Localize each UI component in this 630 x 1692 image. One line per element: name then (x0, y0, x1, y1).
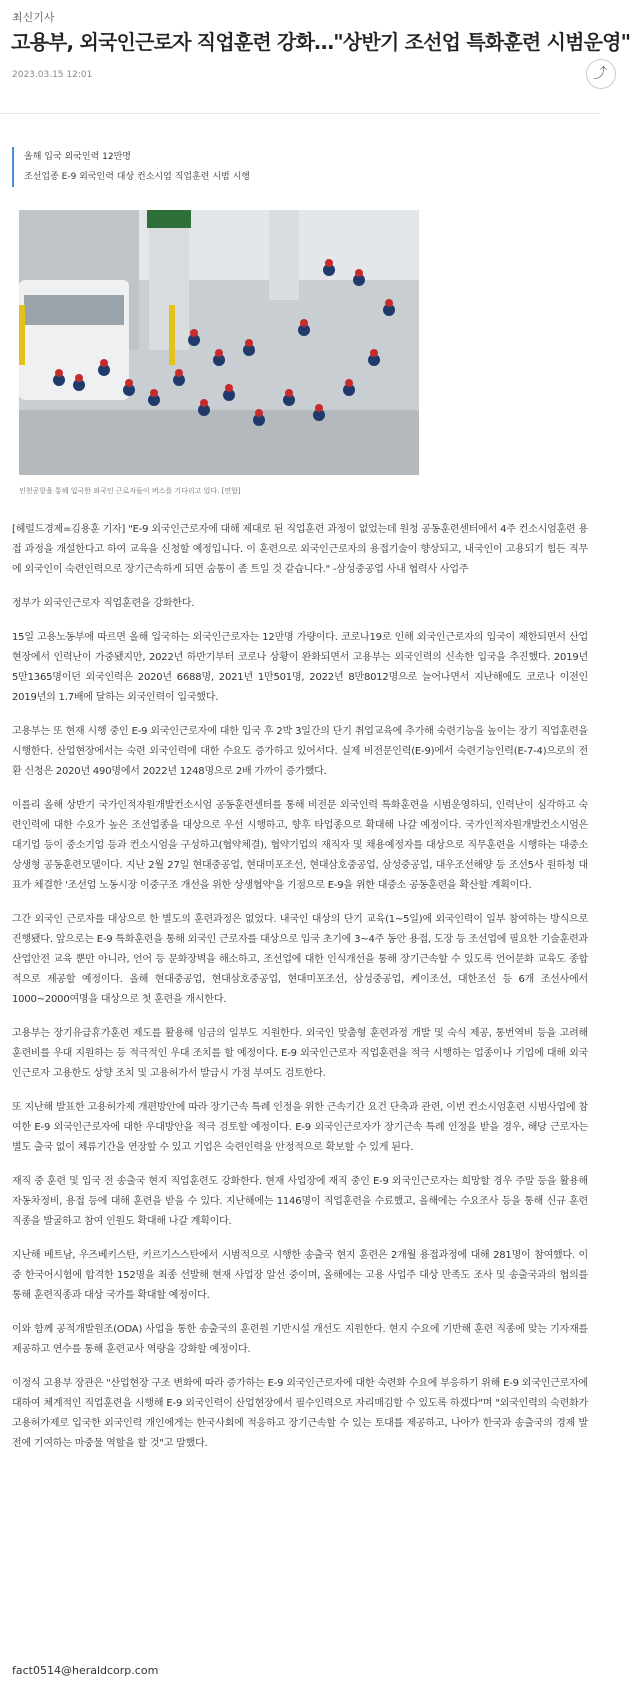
paragraph: 이와 함께 공적개발원조(ODA) 사업을 통한 송출국의 훈련원 기반시설 개선도 지원한다. 현지 수요에 기반해 훈련 직종에 맞는 기자재를 제공하고 연수를 통해 훈련교사 역량을 강화할 예정이다. (12, 1324, 588, 1355)
airport-photo-illustration (19, 210, 419, 475)
paragraph: 이를리 올해 상반기 국가인적자원개발컨소시엄 공동훈련센터를 통해 비전문 외국인력 특화훈련을 시범운영하되, 인력난이 심각하고 숙련인력에 대한 수요가 높은 조선업종을 대상으로 우선 시행하고, 향후 타업종으로 확대해 나갈 예정이다. 국가인적자원개발컨소시엄은 대기업 등이 중소기업 등과 컨소시엄을 구성하고(협약체결), 협약기업의 재직자 및 채용예정자를 대상으로 직무훈련을 시행하는 대중소상생형 공동훈련모델이다. 지난 2월 27일 현대중공업, 현대미포조선, 현대삼호중공업, 삼성중공업, 대우조선해양 등 조선5사 원하청 대표가 체결한 '조선업 노동시장 이중구조 개선을 위한 상생협약'을 기점으로 E-9을 위한 대중소 공동훈련을 확산할 계획이다. (12, 800, 588, 891)
article-body (12, 520, 588, 1468)
paragraph: 정부가 외국인근로자 직업훈련을 강화한다. (12, 598, 195, 609)
article-title: 고용부, 외국인근로자 직업훈련 강화…"상반기 조선업 특화훈련 시범운영" (11, 30, 630, 54)
paragraph: 그간 외국인 근로자를 대상으로 한 별도의 훈련과정은 없었다. 내국인 대상의 단기 교육(1~5일)에 외국인력이 일부 참여하는 방식으로 진행됐다. 앞으로는 E-9 특화훈련을 통해 외국인 근로자를 대상으로 입국 초기에 3~4주 동안 용접, 도장 등 조선업에 필요한 기술훈련과 산업안전 교육 뿐만 아니라, 언어 등 문화장벽을 해소하고, 조선업에 대한 인식개선을 통해 장기근속할 수 있도록 언어문화 교육도 종합적으로 제공할 예정이다. 올해 현대중공업, 현대삼호중공업, 현대미포조선, 삼성중공업, 케이조선, 대한조선 등 6개 조선사에서 1000~2000여명을 대상으로 첫 훈련을 개시한다. (12, 914, 588, 1005)
paragraph: 또 지난해 발표한 고용허가제 개편방안에 따라 장기근속 특례 인정을 위한 근속기간 요건 단축과 관련, 이번 컨소시엄훈련 시범사업에 참여한 E-9 외국인근로자에 대한 우대방안을 적극 검토할 예정이다. E-9 외국인근로자가 장기근속 특례 인정을 받을 경우, 해당 근로자는 별도 출국 없이 체류기간을 연장할 수 있고 기업은 숙련인력을 안정적으로 확보할 수 있게 된다. (12, 1102, 588, 1153)
paragraph: [헤럴드경제=김용훈 기자] "E-9 외국인근로자에 대해 제대로 된 직업훈련 과정이 없었는데 원청 공동훈련센터에서 4주 컨소시엄훈련 용접 과정을 개설한다고 하여 교육을 신청할 예정입니다. 이 훈련으로 외국인근로자의 용접기술이 향상되고, 내국인이 고용되기 힘든 직무에 외국인이 숙련인력으로 장기근속하게 되면 숨통이 좀 트일 것 같습니다." -삼성중공업 사내 협력사 사업주 (12, 524, 588, 575)
article-summary (12, 147, 250, 187)
paragraph: 이정식 고용부 장관은 "산업현장 구조 변화에 따라 증가하는 E-9 외국인근로자에 대한 숙련화 수요에 부응하기 위해 E-9 외국인근로자에 대하여 체계적인 직업훈련을 시행해 E-9 외국인력이 산업현장에서 필수인력으로 자리매김할 수 있도록 하겠다"며 "외국인력의 숙련화가 고용허가제로 입국한 외국인력 개인에게는 한국사회에 적응하고 장기근속할 수 있는 토대를 제공하고, 나아가 한국과 송출국의 경제 발전에 기여하는 마중물 역할을 할 것"고 말했다. (12, 1378, 588, 1449)
summary-line-1: 올해 입국 외국인력 12만명 (24, 152, 131, 162)
share-button[interactable] (586, 59, 616, 89)
share-icon: ⤴ (593, 66, 607, 82)
reporter-email[interactable]: fact0514@heraldcorp.com (12, 1664, 159, 1677)
article-photo (19, 210, 419, 475)
paragraph: 고용부는 또 현재 시행 중인 E-9 외국인근로자에 대한 입국 후 2박 3일간의 단기 취업교육에 추가해 숙련기능을 높이는 장기 직업훈련을 시행한다. 산업현장에서는 숙련 외국인력에 대한 수요도 증가하고 있어서다. 실제 비전문인력(E-9)에서 숙련기능인력(E-7-4)으로의 전환 신청은 2020년 490명에서 2022년 1248명으로 2배 가까이 증가했다. (12, 726, 588, 777)
article-date: 2023.03.15 12:01 (12, 70, 93, 80)
paragraph: 15일 고용노동부에 따르면 올해 입국하는 외국인근로자는 12만명 가량이다. 코로나19로 인해 외국인근로자의 입국이 제한되면서 산업현장에서 인력난이 가중됐지만, 2022년 하반기부터 코로나 상황이 완화되면서 고용부는 외국인력의 신속한 입국을 추진했다. 2019년 5만1365명이던 외국인력은 2020년 6688명, 2021년 1만501명, 2022년 8만8012명으로 늘어나면서 지난해에도 코로나 이전인 2019년의 1.7배에 달하는 외국인력이 입국했다. (12, 632, 588, 703)
paragraph: 고용부는 장기유급휴가훈련 제도를 활용해 임금의 일부도 지원한다. 외국인 맞춤형 훈련과정 개발 및 숙식 제공, 통번역비 등을 고려해 훈련비를 우대 지원하는 등 적극적인 우대 조치를 할 예정이다. E-9 외국인근로자 직업훈련을 적극 시행하는 업종이나 기업에 대해 외국인근로자 고용한도 상향 조치 및 고용허가서 발급시 가점 부여도 검토한다. (12, 1028, 588, 1079)
photo-caption: 인천공항을 통해 입국한 외국인 근로자들이 버스를 기다리고 있다. [연합] (19, 487, 241, 495)
category-label[interactable]: 최신기사 (12, 11, 55, 24)
summary-line-2: 조선업종 E-9 외국인력 대상 컨소시엄 직업훈련 시범 시행 (24, 172, 250, 182)
header-divider (0, 113, 600, 114)
paragraph: 재직 중 훈련 및 입국 전 송출국 현지 직업훈련도 강화한다. 현재 사업장에 재직 중인 E-9 외국인근로자는 희망할 경우 주말 등을 활용해 자동차정비, 용접 등에 대해 훈련을 받을 수 있다. 지난해에는 1146명이 직업훈련을 수료했고, 올해에는 수요조사 등을 통해 신규 훈련직종을 발굴하고 참여 인원도 확대해 나갈 계획이다. (12, 1176, 588, 1227)
paragraph: 지난해 베트남, 우즈베키스탄, 키르기스스탄에서 시범적으로 시행한 송출국 현지 훈련은 2개월 용접과정에 대해 281명이 참여했다. 이 중 한국어시험에 합격한 152명을 최종 선발해 현재 사업장 알선 중이며, 올해에는 고용 사업주 대상 만족도 조사 및 송출국과의 협의를 통해 훈련직종과 대상 국가를 확대할 예정이다. (12, 1250, 588, 1301)
